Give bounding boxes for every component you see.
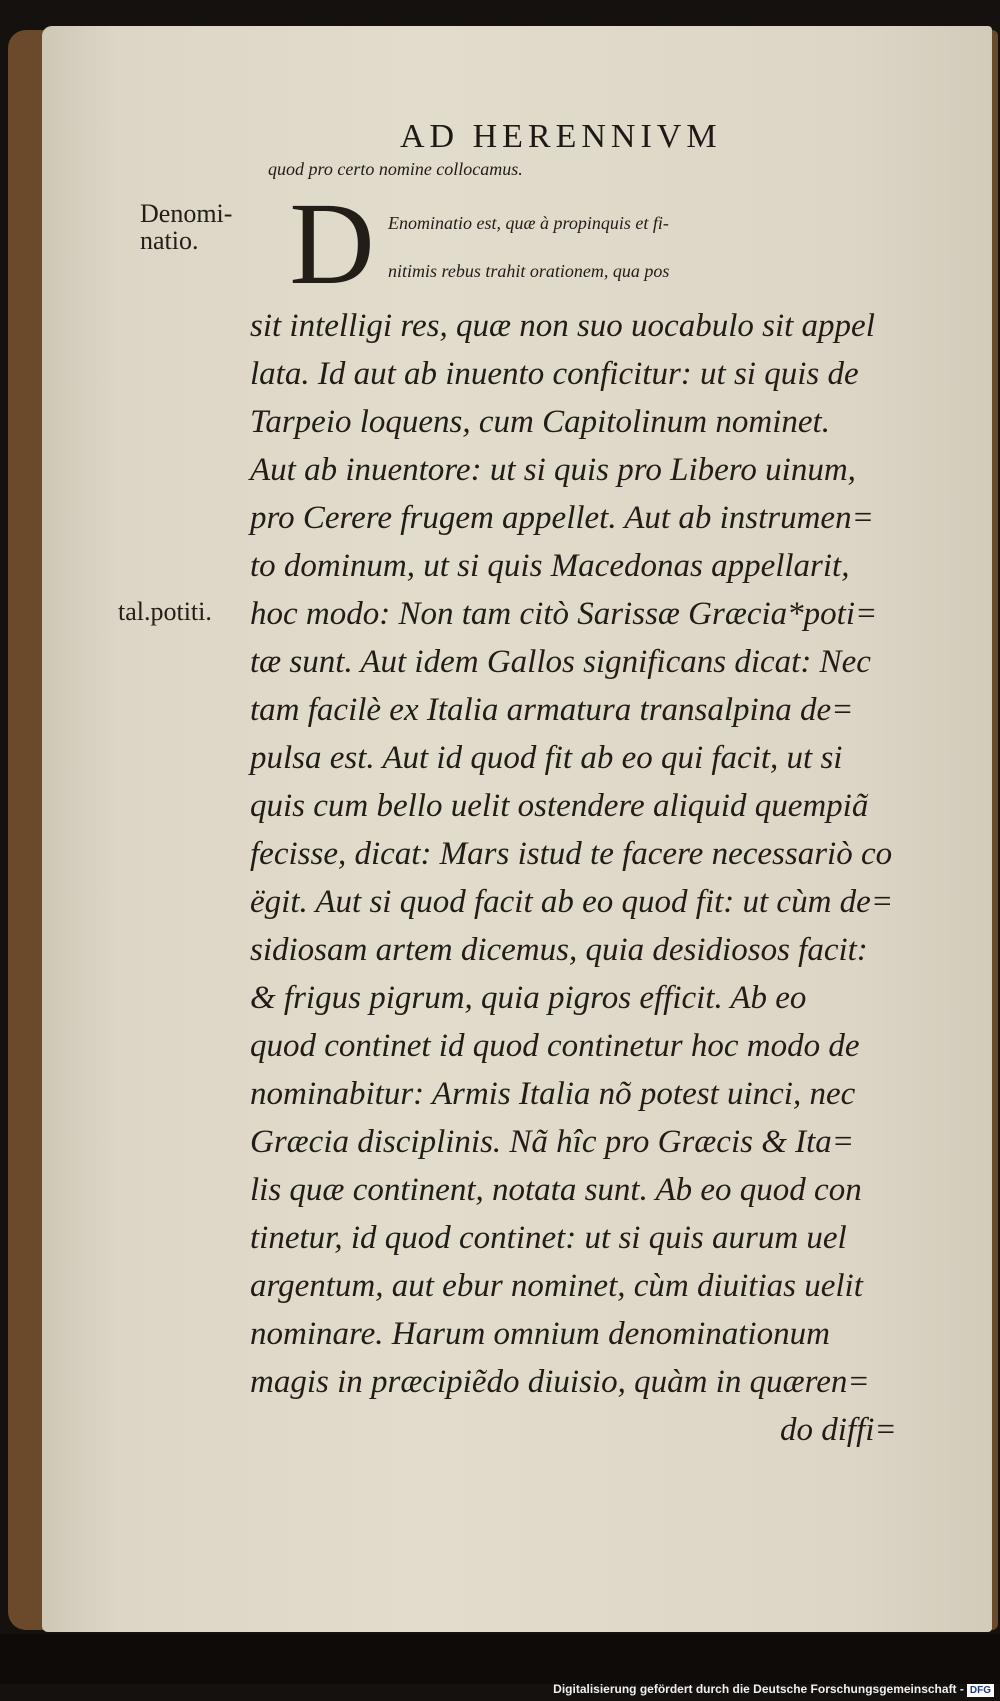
text-line: Enominatio est, quæ à propinquis et fi-	[388, 213, 669, 233]
text-line: quod continet id quod continetur hoc modo de	[250, 1028, 860, 1064]
marginal-note-potiti: tal.potiti.	[118, 597, 212, 626]
text-line: nominare. Harum omnium denominationum	[250, 1316, 830, 1352]
text-line: tinetur, id quod continet: ut si quis aurum uel	[250, 1220, 847, 1256]
text-line: hoc modo: Non tam citò Sarissæ Græcia*poti=	[250, 596, 878, 632]
credit-text: Digitalisierung gefördert durch die Deutsche Forschungsgemeinschaft -	[553, 1682, 964, 1696]
text-line: magis in præcipiẽdo diuisio, quàm in quæren=	[250, 1364, 870, 1400]
text-line: nominabitur: Armis Italia nõ potest uinci, nec	[250, 1076, 856, 1112]
text-line: quis cum bello uelit ostendere aliquid quempiã	[250, 788, 869, 824]
text-line: Tarpeio loquens, cum Capitolinum nominet.	[250, 404, 830, 440]
text-line: quod pro certo nomine collocamus.	[268, 159, 523, 179]
marginal-note-denominatio: Denomi-natio.	[140, 199, 233, 256]
text-line: lata. Id aut ab inuento conficitur: ut si quis de	[250, 356, 859, 392]
running-header: AD HERENNIVM	[400, 118, 722, 155]
text-line: do diffi=	[780, 1412, 897, 1448]
text-line: Aut ab inuentore: ut si quis pro Libero uinum,	[250, 452, 856, 488]
text-line: to dominum, ut si quis Macedonas appellarit,	[250, 548, 850, 584]
text-line: fecisse, dicat: Mars istud te facere necessariò co	[250, 836, 893, 872]
text-line: tæ sunt. Aut idem Gallos significans dicat: Nec	[250, 644, 871, 680]
text-line: & frigus pigrum, quia pigros efficit. Ab eo	[250, 980, 807, 1016]
text-line: pulsa est. Aut id quod fit ab eo qui facit, ut si	[250, 740, 843, 776]
text-line: lis quæ continent, notata sunt. Ab eo quod con	[250, 1172, 862, 1208]
text-line: Græcia disciplinis. Nã hîc pro Græcis & Ita=	[250, 1124, 855, 1160]
scan-bottom-bar	[0, 1634, 1000, 1684]
dfg-logo: DFG	[967, 1684, 994, 1697]
text-line: sidiosam artem dicemus, quia desidiosos facit:	[250, 932, 868, 968]
text-line: nitimis rebus trahit orationem, qua pos	[388, 261, 670, 281]
drop-cap-initial: D	[289, 178, 375, 309]
text-line: sit intelligi res, quæ non suo uocabulo sit appel	[250, 308, 875, 344]
text-line: argentum, aut ebur nominet, cùm diuitias uelit	[250, 1268, 863, 1304]
text-line: ëgit. Aut si quod facit ab eo quod fit: ut cùm de=	[250, 884, 894, 920]
text-line: pro Cerere frugem appellet. Aut ab instrumen=	[250, 500, 874, 536]
digitization-credit	[553, 1682, 994, 1697]
text-line: tam facilè ex Italia armatura transalpina de=	[250, 692, 854, 728]
